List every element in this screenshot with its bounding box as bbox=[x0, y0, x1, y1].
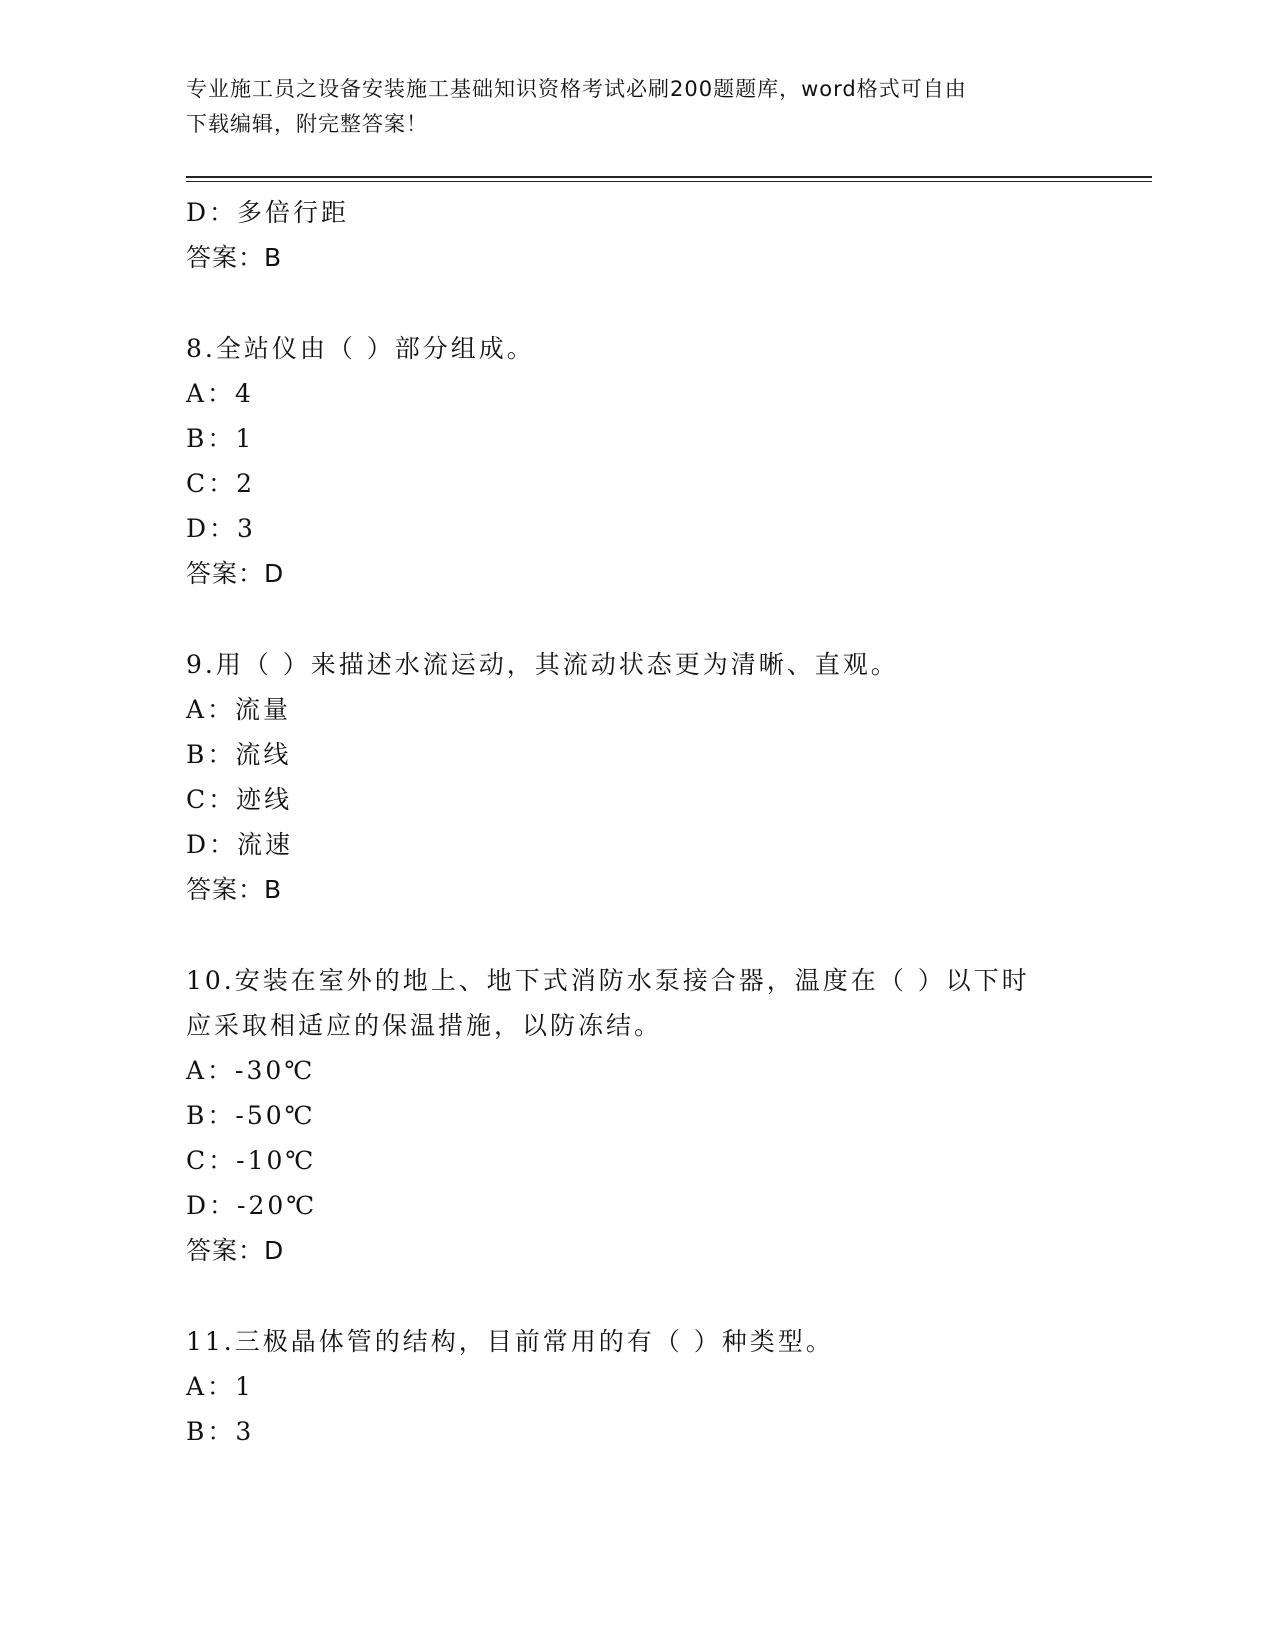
answer-line: 答案：D bbox=[186, 1236, 285, 1265]
question-text: 11.三极晶体管的结构，目前常用的有（ ）种类型。 bbox=[186, 1327, 834, 1356]
option-b: B：1 bbox=[186, 424, 255, 453]
option-a: A：-30℃ bbox=[186, 1056, 316, 1085]
question-9 bbox=[186, 642, 1086, 912]
question-list bbox=[186, 190, 1086, 1454]
page-header bbox=[186, 72, 1066, 142]
header-divider-thick bbox=[186, 176, 1152, 178]
option-d: D：3 bbox=[186, 514, 256, 543]
option-d: D：-20℃ bbox=[186, 1191, 318, 1220]
answer-line: 答案：B bbox=[186, 243, 283, 272]
option-c: C：2 bbox=[186, 469, 256, 498]
header-divider-thin bbox=[186, 181, 1152, 182]
question-10 bbox=[186, 958, 1086, 1273]
option-a: A：1 bbox=[186, 1372, 254, 1401]
answer-line: 答案：D bbox=[186, 559, 285, 588]
option-d: D：多倍行距 bbox=[186, 198, 350, 227]
question-text: 8.全站仪由（ ）部分组成。 bbox=[186, 334, 535, 363]
answer-line: 答案：B bbox=[186, 875, 283, 904]
option-a: A：4 bbox=[186, 379, 254, 408]
header-title-line-1: 专业施工员之设备安装施工基础知识资格考试必刷200题题库，word格式可自由 bbox=[186, 77, 967, 101]
question-11 bbox=[186, 1319, 1086, 1454]
option-c: C：迹线 bbox=[186, 785, 293, 814]
option-b: B：3 bbox=[186, 1417, 255, 1446]
header-title-line-2: 下载编辑，附完整答案！ bbox=[186, 112, 428, 136]
question-text-line-2: 应采取相适应的保温措施，以防冻结。 bbox=[186, 1011, 663, 1040]
option-c: C：-10℃ bbox=[186, 1146, 317, 1175]
question-text-line-1: 10.安装在室外的地上、地下式消防水泵接合器，温度在（ ）以下时 bbox=[186, 966, 1030, 995]
option-b: B：-50℃ bbox=[186, 1101, 316, 1130]
option-b: B：流线 bbox=[186, 740, 292, 769]
option-d: D：流速 bbox=[186, 830, 294, 859]
option-a: A：流量 bbox=[186, 695, 292, 724]
question-8 bbox=[186, 326, 1086, 596]
question-text: 9.用（ ）来描述水流运动，其流动状态更为清晰、直观。 bbox=[186, 650, 899, 679]
